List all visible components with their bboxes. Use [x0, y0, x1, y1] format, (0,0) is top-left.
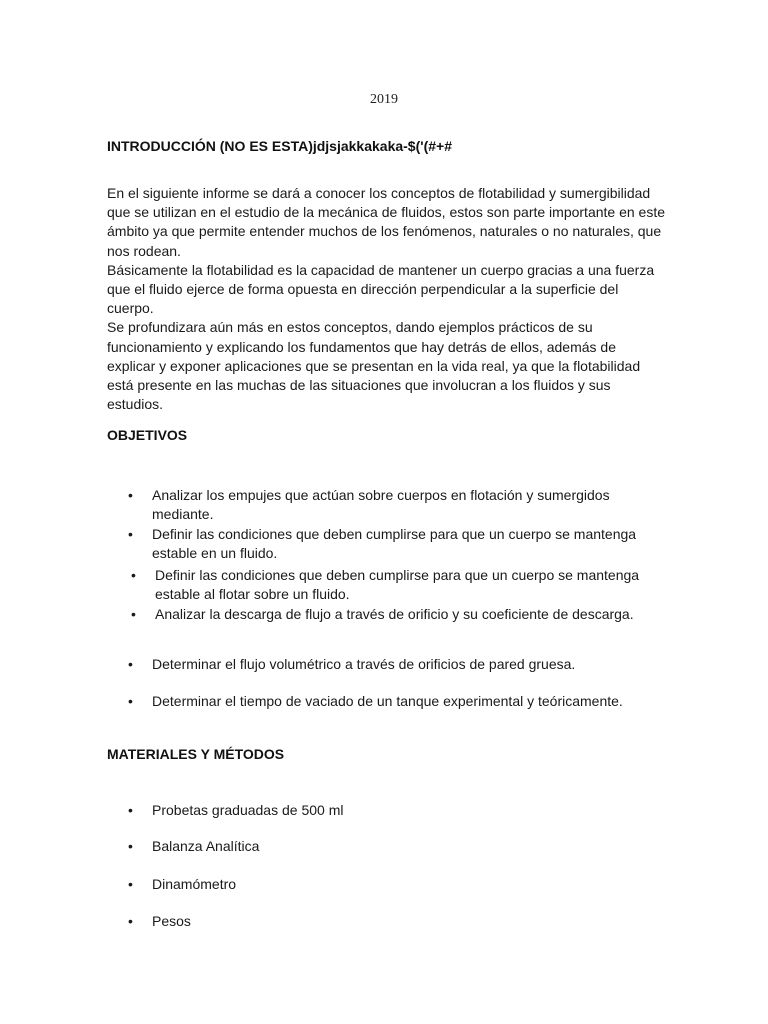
objective-text: Analizar los empujes que actúan sobre cuerpos en flotación y sumergidos mediante.: [152, 487, 610, 523]
list-item: [128, 692, 668, 711]
list-item: [128, 912, 668, 931]
list-item: [128, 837, 668, 856]
bullet-icon: •: [128, 656, 133, 672]
intro-paragraph: Se profundizara aún más en estos conceptos, dando ejemplos prácticos de su funcionamiento y explicando los fundamentos que hay detrás de ellos, además de explicar y exponer aplicaciones que se presentan en la vida real, ya que la flotabilidad está presente en las muchas de las situaciones que involucran a los fluidos y sus estudios.: [107, 319, 641, 413]
list-item: [128, 566, 668, 604]
list-item: [128, 801, 668, 820]
bullet-icon: •: [128, 693, 133, 709]
objectives-heading: OBJETIVOS: [107, 427, 188, 443]
intro-paragraph: Básicamente la flotabilidad es la capacidad de mantener un cuerpo gracias a una fuerza que el fluido ejerce de forma opuesta en dirección perpendicular a la superficie del cuerpo.: [107, 261, 655, 317]
material-text: Pesos: [152, 913, 191, 929]
list-item: [128, 486, 668, 524]
document-year: 2019: [370, 92, 398, 107]
introduction-body: [107, 184, 667, 414]
bullet-icon: •: [128, 876, 133, 892]
list-item: [128, 875, 668, 894]
objective-text: Analizar la descarga de flujo a través de orificio y su coeficiente de descarga.: [155, 606, 634, 622]
intro-paragraph: En el siguiente informe se dará a conocer los conceptos de flotabilidad y sumergibilidad que se utilizan en el estudio de la mecánica de fluidos, estos son parte importante en este ámbito ya que permite entender muchos de los fenómenos, naturales o no naturales, que nos rodean.: [107, 185, 666, 259]
bullet-icon: •: [128, 526, 133, 542]
objective-text: Determinar el tiempo de vaciado de un tanque experimental y teóricamente.: [152, 693, 623, 709]
list-item: [128, 525, 668, 563]
materials-heading: MATERIALES Y MÉTODOS: [107, 746, 285, 762]
bullet-icon: •: [128, 487, 133, 503]
objective-text: Definir las condiciones que deben cumplirse para que un cuerpo se mantenga estable al flotar sobre un fluido.: [155, 567, 640, 603]
list-item: [128, 655, 668, 674]
material-text: Probetas graduadas de 500 ml: [152, 802, 344, 818]
bullet-icon: •: [131, 606, 136, 622]
introduction-heading: INTRODUCCIÓN (NO ES ESTA)jdjsjakkakaka-$('(#+#: [107, 138, 452, 154]
bullet-icon: •: [128, 802, 133, 818]
material-text: Dinamómetro: [152, 876, 237, 892]
objective-text: Determinar el flujo volumétrico a través de orificios de pared gruesa.: [152, 656, 576, 672]
bullet-icon: •: [131, 567, 136, 583]
objective-text: Definir las condiciones que deben cumplirse para que un cuerpo se mantenga estable en un fluido.: [152, 526, 637, 562]
material-text: Balanza Analítica: [152, 838, 260, 854]
bullet-icon: •: [128, 838, 133, 854]
bullet-icon: •: [128, 913, 133, 929]
list-item: [128, 605, 668, 624]
